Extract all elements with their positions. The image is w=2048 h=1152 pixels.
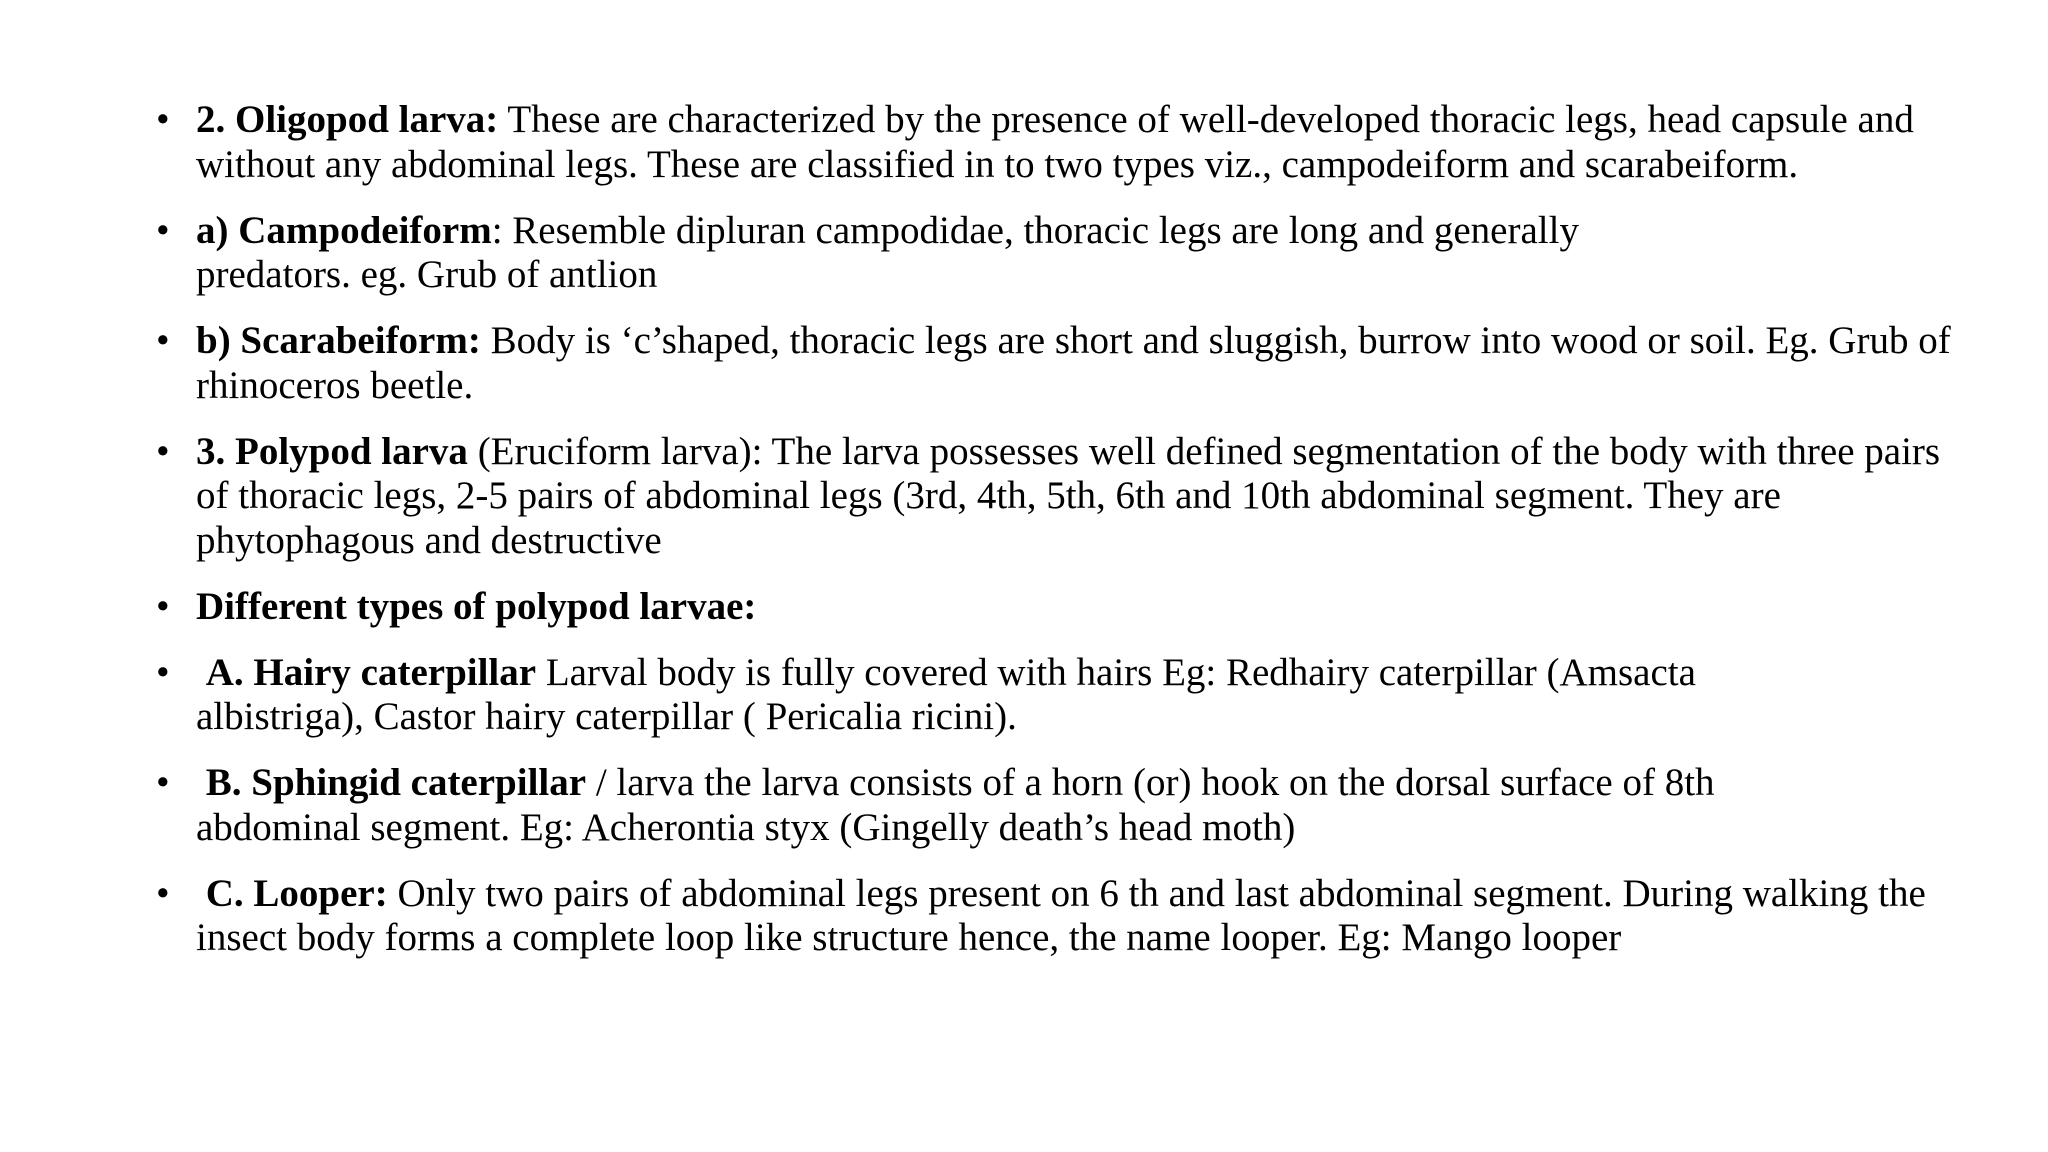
bullet-heading: A. Hairy caterpillar [205,650,537,694]
bullet-item-sphingid-caterpillar [156,761,1876,850]
bullet-item-hairy-caterpillar [156,651,1856,740]
bullet-heading: b) Scarabeiform: [196,319,481,362]
bullet-heading: B. Sphingid caterpillar [205,761,587,804]
bullet-dot: • [156,319,170,362]
bullet-text: Only two pairs of abdominal legs present on 6 th and last abdominal segment. During walking the insect body forms a complete loop like structure hence, the name looper. Eg: Mango looper [196,871,1926,959]
bullet-text: Larval body is fully covered with hairs Eg: Redhairy caterpillar (Amsacta albistriga), Castor hairy caterpillar ( Pericalia ricini). [196,650,1696,738]
bullet-heading: Different types of polypod larvae: [196,584,757,628]
bullet-item-polypod [156,430,1956,564]
bullet-heading: 3. Polypod larva [196,429,468,473]
bullet-dot: • [156,429,170,473]
bullet-item-campodeiform [156,209,1716,298]
bullet-dot: • [156,871,170,915]
bullet-dot: • [156,98,170,141]
bullet-item-polypod-types [156,585,1916,630]
bullet-text: / larva the larva consists of a horn (or) hook on the dorsal surface of 8th abdominal segment. Eg: Acherontia styx (Gingelly death’s head moth) [196,761,1715,849]
bullet-list [156,98,1951,961]
bullet-text: These are characterized by the presence of well-developed thoracic legs, head capsule and without any abdominal legs. These are classified in to two types viz., campodeiform and scarabeiform. [196,98,1914,186]
bullet-item-scarabeiform [156,319,1956,408]
bullet-text: : Resemble dipluran campodidae, thoracic legs are long and generally predators. eg. Grub of antlion [196,208,1579,296]
bullet-dot: • [156,650,170,694]
bullet-item-looper [156,872,1956,961]
bullet-dot: • [156,584,170,628]
bullet-dot: • [156,208,170,252]
bullet-text: (Eruciform larva): The larva possesses well defined segmentation of the body with three pairs of thoracic legs, 2-5 pairs of abdominal legs (3rd, 4th, 5th, 6th and 10th abdominal segment. They are phytophagous and destructive [196,429,1941,562]
bullet-heading: C. Looper: [205,871,388,915]
bullet-item-oligopod [156,98,1916,187]
bullet-heading: a) Campodeiform [196,208,492,252]
bullet-heading: 2. Oligopod larva: [196,98,499,141]
bullet-dot: • [156,761,170,804]
bullet-text: Body is ‘c’shaped, thoracic legs are short and sluggish, burrow into wood or soil. Eg. Grub of rhinoceros beetle. [196,319,1951,407]
